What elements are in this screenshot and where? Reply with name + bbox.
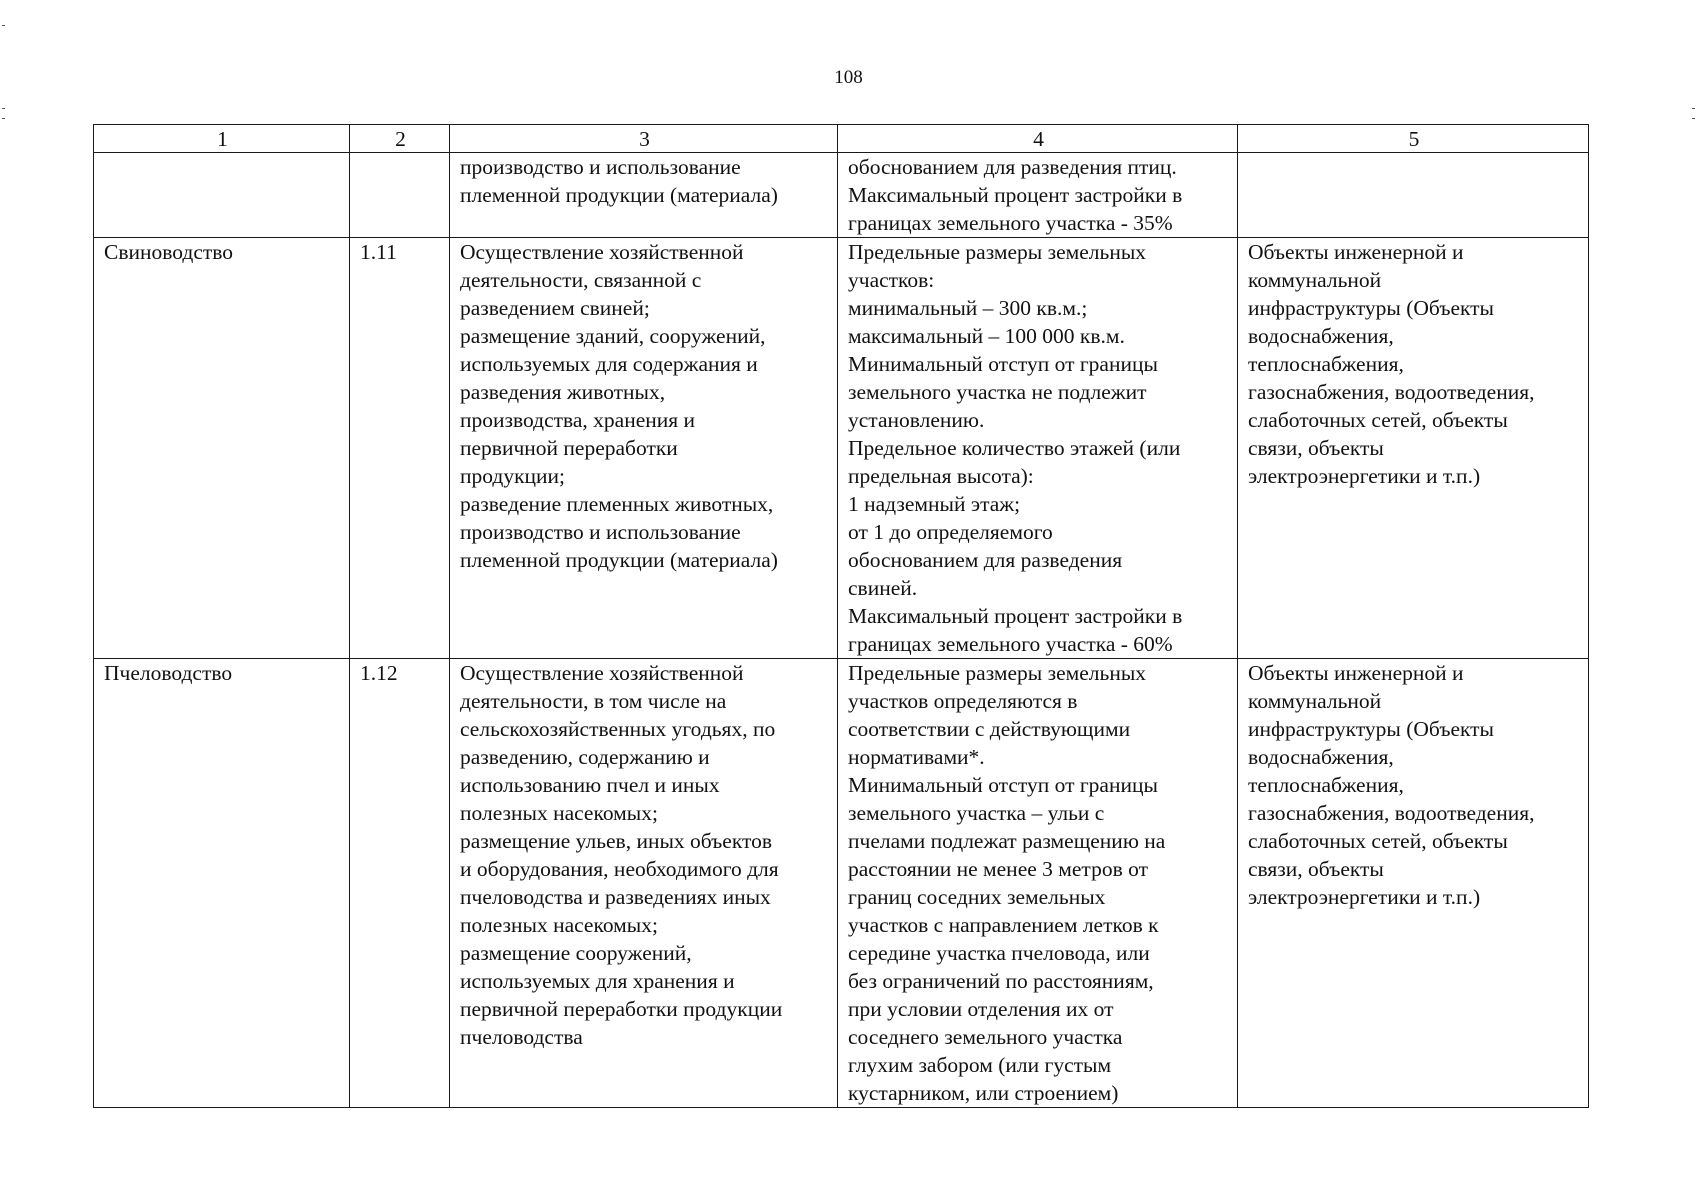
- table-cell-col-2: [350, 659, 450, 1108]
- scan-edge-mark: [2, 108, 5, 109]
- cell-text-line: газоснабжения, водоотведения,: [1248, 380, 1535, 404]
- cell-text-line: участков с направлением летков к: [848, 913, 1159, 937]
- table-cell-col-1: [94, 153, 350, 238]
- scan-edge-mark: [1692, 108, 1695, 109]
- table-cell-col-4: [838, 659, 1238, 1108]
- cell-text-line: инфраструктуры (Объекты: [1248, 717, 1495, 741]
- cell-text-line: глухим забором (или густым: [848, 1053, 1112, 1077]
- cell-text-line: Предельные размеры земельных: [848, 240, 1147, 264]
- cell-text-line: водоснабжения,: [1248, 745, 1394, 769]
- cell-text-line: теплоснабжения,: [1248, 773, 1404, 797]
- land-use-table: [93, 124, 1589, 1108]
- cell-text-line: участков:: [848, 268, 935, 292]
- table-header-row: [94, 125, 1589, 153]
- cell-text-line: от 1 до определяемого: [848, 520, 1053, 544]
- cell-text-line: слаботочных сетей, объекты: [1248, 829, 1508, 853]
- cell-text-line: разведение племенных животных,: [460, 492, 774, 516]
- cell-text-line: связи, объекты: [1248, 436, 1384, 460]
- cell-text-line: электроэнергетики и т.п.): [1248, 885, 1481, 909]
- cell-text-line: использованию пчел и иных: [460, 773, 720, 797]
- cell-text-line: используемых для хранения и: [460, 969, 735, 993]
- scan-edge-mark: [2, 118, 5, 119]
- cell-text-line: полезных насекомых;: [460, 801, 658, 825]
- cell-text-line: середине участка пчеловода, или: [848, 941, 1150, 965]
- cell-text-line: первичной переработки продукции: [460, 997, 783, 1021]
- cell-text-line: Минимальный отступ от границы: [848, 773, 1158, 797]
- cell-text-line: размещение зданий, сооружений,: [460, 324, 766, 348]
- cell-text-line: Осуществление хозяйственной: [460, 240, 744, 264]
- cell-text-line: используемых для содержания и: [460, 352, 758, 376]
- cell-text-line: Предельное количество этажей (или: [848, 436, 1181, 460]
- header-col-3: 3: [450, 125, 838, 153]
- cell-text-line: Свиноводство: [104, 240, 234, 264]
- cell-text-line: коммунальной: [1248, 268, 1382, 292]
- cell-text-line: коммунальной: [1248, 689, 1382, 713]
- header-col-2: 2: [350, 125, 450, 153]
- cell-text-line: племенной продукции (материала): [460, 548, 778, 572]
- cell-text-line: обоснованием для разведения птиц.: [848, 155, 1177, 179]
- cell-text-line: земельного участка – ульи с: [848, 801, 1105, 825]
- cell-text-line: производство и использование: [460, 155, 741, 179]
- cell-text-line: при условии отделения их от: [848, 997, 1114, 1021]
- table-cell-col-4: [838, 153, 1238, 238]
- cell-text-line: Осуществление хозяйственной: [460, 661, 744, 685]
- cell-text-line: пчеловодства: [460, 1025, 583, 1049]
- scan-edge-mark: [1692, 118, 1695, 119]
- cell-text-line: 1.11: [360, 240, 397, 264]
- table-row: [94, 659, 1589, 1108]
- cell-text-line: без ограничений по расстояниям,: [848, 969, 1154, 993]
- header-col-5: 5: [1238, 125, 1589, 153]
- table-cell-col-1: [94, 238, 350, 659]
- table-cell-col-3: [450, 659, 838, 1108]
- cell-text-line: сельскохозяйственных угодьях, по: [460, 717, 776, 741]
- cell-text-line: деятельности, в том числе на: [460, 689, 727, 713]
- cell-text-line: соответствии с действующими: [848, 717, 1131, 741]
- cell-text-line: 1.12: [360, 661, 398, 685]
- cell-text-line: размещение ульев, иных объектов: [460, 829, 773, 853]
- cell-text-line: продукции;: [460, 464, 566, 488]
- cell-text-line: Максимальный процент застройки в: [848, 183, 1183, 207]
- table-cell-col-1: [94, 659, 350, 1108]
- cell-text-line: Предельные размеры земельных: [848, 661, 1147, 685]
- header-col-1: 1: [94, 125, 350, 153]
- cell-text-line: предельная высота):: [848, 464, 1034, 488]
- cell-text-line: нормативами*.: [848, 745, 985, 769]
- cell-text-line: пчеловодства и разведениях иных: [460, 885, 771, 909]
- cell-text-line: производство и использование: [460, 520, 741, 544]
- scan-edge-mark: [2, 25, 5, 26]
- cell-text-line: размещение сооружений,: [460, 941, 692, 965]
- table-cell-col-5: [1238, 659, 1589, 1108]
- cell-text-line: земельного участка не подлежит: [848, 380, 1147, 404]
- cell-text-line: и оборудования, необходимого для: [460, 857, 779, 881]
- cell-text-line: производства, хранения и: [460, 408, 696, 432]
- cell-text-line: границ соседних земельных: [848, 885, 1106, 909]
- cell-text-line: расстоянии не менее 3 метров от: [848, 857, 1148, 881]
- cell-text-line: электроэнергетики и т.п.): [1248, 464, 1481, 488]
- cell-text-line: разведения животных,: [460, 380, 666, 404]
- cell-text-line: слаботочных сетей, объекты: [1248, 408, 1508, 432]
- cell-text-line: теплоснабжения,: [1248, 352, 1404, 376]
- table-cell-col-5: [1238, 238, 1589, 659]
- cell-text-line: водоснабжения,: [1248, 324, 1394, 348]
- cell-text-line: Объекты инженерной и: [1248, 240, 1464, 264]
- table-cell-col-5: [1238, 153, 1589, 238]
- cell-text-line: свиней.: [848, 576, 918, 600]
- cell-text-line: максимальный – 100 000 кв.м.: [848, 324, 1125, 348]
- table-cell-col-4: [838, 238, 1238, 659]
- cell-text-line: полезных насекомых;: [460, 913, 658, 937]
- cell-text-line: разведением свиней;: [460, 296, 650, 320]
- cell-text-line: обоснованием для разведения: [848, 548, 1123, 572]
- table-cell-col-2: [350, 238, 450, 659]
- table-row: [94, 153, 1589, 238]
- cell-text-line: 1 надземный этаж;: [848, 492, 1021, 516]
- table-row: [94, 238, 1589, 659]
- cell-text-line: границах земельного участка - 60%: [848, 632, 1173, 656]
- cell-text-line: минимальный – 300 кв.м.;: [848, 296, 1088, 320]
- cell-text-line: Минимальный отступ от границы: [848, 352, 1158, 376]
- cell-text-line: Объекты инженерной и: [1248, 661, 1464, 685]
- table-cell-col-3: [450, 238, 838, 659]
- cell-text-line: участков определяются в: [848, 689, 1078, 713]
- cell-text-line: племенной продукции (материала): [460, 183, 778, 207]
- cell-text-line: пчелами подлежат размещению на: [848, 829, 1166, 853]
- table-cell-col-3: [450, 153, 838, 238]
- table-cell-col-2: [350, 153, 450, 238]
- cell-text-line: соседнего земельного участка: [848, 1025, 1123, 1049]
- cell-text-line: первичной переработки: [460, 436, 678, 460]
- cell-text-line: кустарником, или строением): [848, 1081, 1119, 1105]
- cell-text-line: границах земельного участка - 35%: [848, 211, 1173, 235]
- cell-text-line: инфраструктуры (Объекты: [1248, 296, 1495, 320]
- cell-text-line: установлению.: [848, 408, 985, 432]
- cell-text-line: связи, объекты: [1248, 857, 1384, 881]
- header-col-4: 4: [838, 125, 1238, 153]
- cell-text-line: газоснабжения, водоотведения,: [1248, 801, 1535, 825]
- page-number: 108: [834, 67, 863, 88]
- cell-text-line: Максимальный процент застройки в: [848, 604, 1183, 628]
- cell-text-line: разведению, содержанию и: [460, 745, 710, 769]
- cell-text-line: деятельности, связанной с: [460, 268, 702, 292]
- cell-text-line: Пчеловодство: [104, 661, 233, 685]
